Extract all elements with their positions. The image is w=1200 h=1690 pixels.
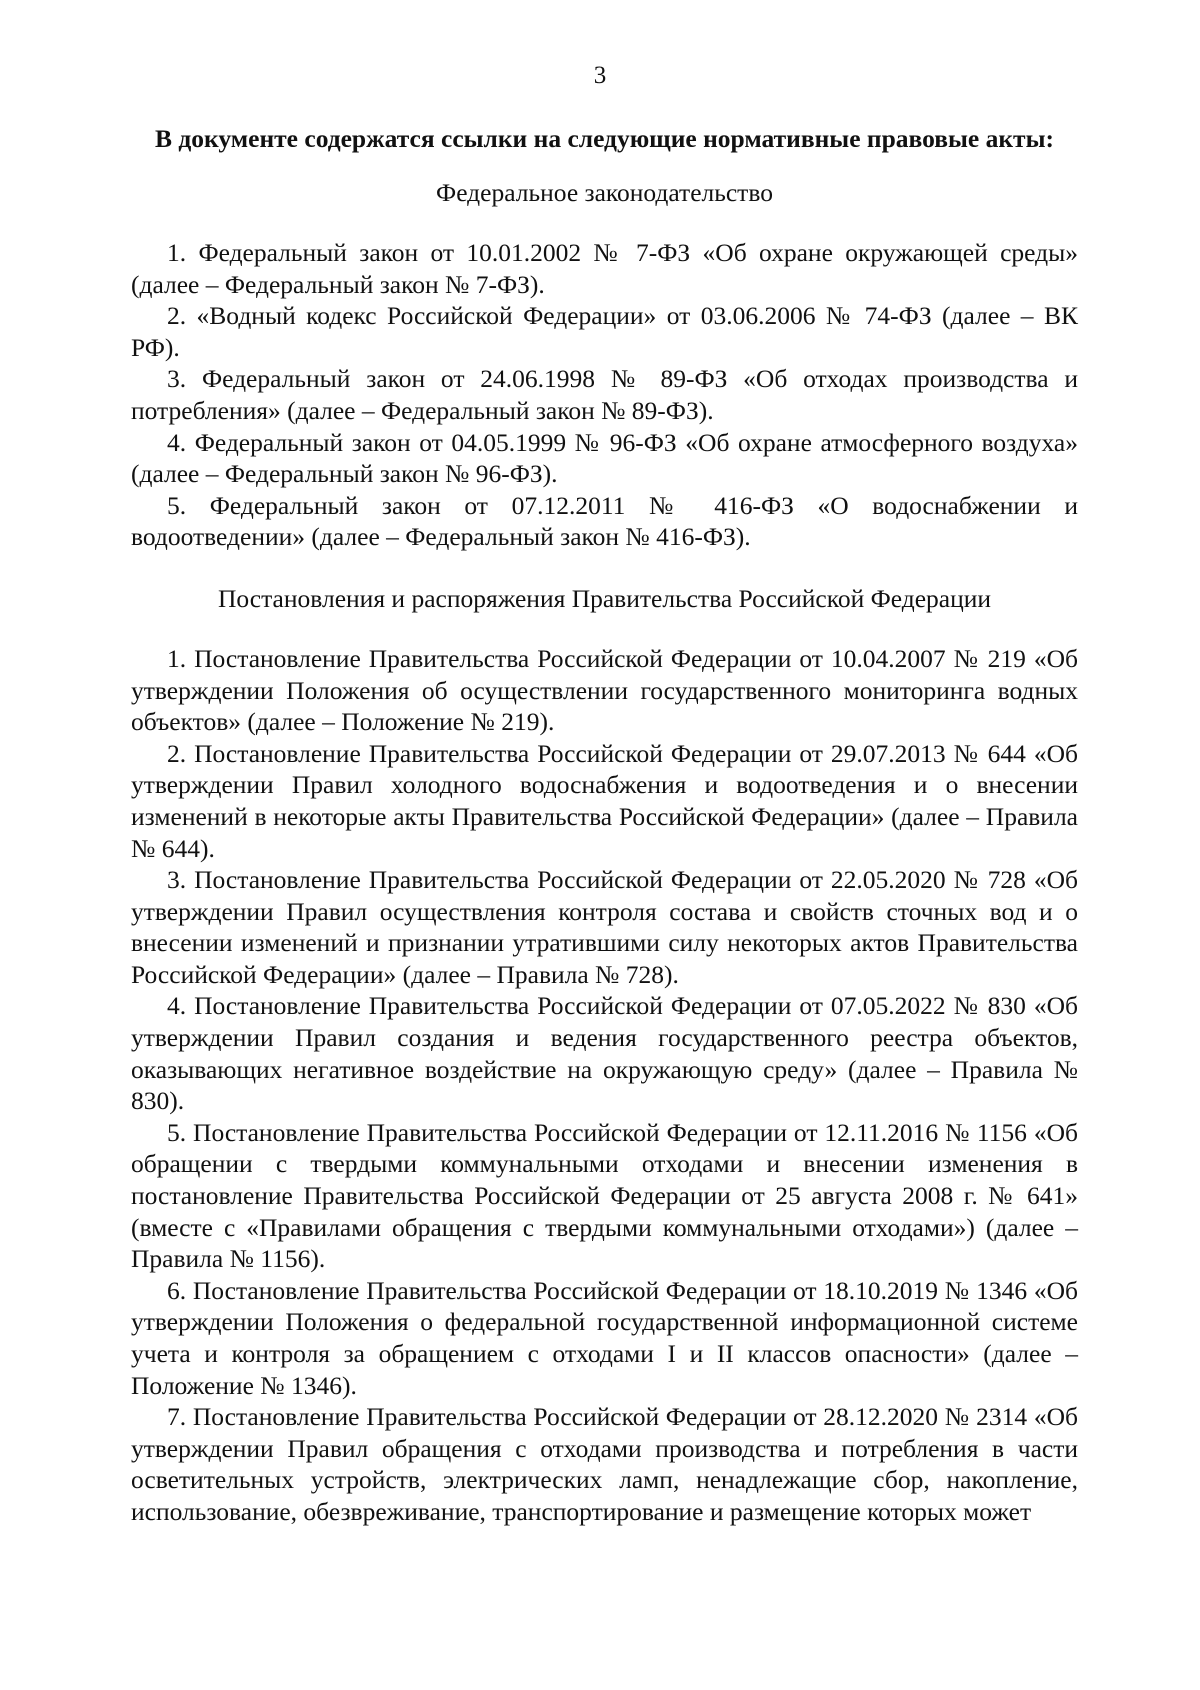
law-item: 1. Федеральный закон от 10.01.2002 № 7-ФЗ «Об охране окружающей среды» (далее – Федеральный закон № 7-ФЗ). — [131, 238, 1078, 299]
decree-item: 2. Постановление Правительства Российской Федерации от 29.07.2013 № 644 «Об утверждении Правил холодного водоснабжения и водоотведения и о внесении изменений в некоторые акты Правительства Российской Федерации» (далее – Правила № 644). — [131, 738, 1078, 863]
page-number: 3 — [593, 62, 607, 89]
decree-item: 4. Постановление Правительства Российской Федерации от 07.05.2022 № 830 «Об утверждении Правил создания и ведения государственного реестра объектов, оказывающих негативное воздействие на окружающую среду» (далее – Правила № 830). — [131, 991, 1078, 1116]
decree-item: 1. Постановление Правительства Российской Федерации от 10.04.2007 № 219 «Об утверждении Положения об осуществлении государственного мониторинга водных объектов» (далее – Положение № 219). — [131, 643, 1078, 737]
decree-item: 3. Постановление Правительства Российской Федерации от 22.05.2020 № 728 «Об утверждении Правил осуществления контроля состава и свойств сточных вод и о внесении изменений и признании утратившими силу некоторых актов Правительства Российской Федерации» (далее – Правила № 728). — [131, 865, 1078, 989]
decree-item: 6. Постановление Правительства Российской Федерации от 18.10.2019 № 1346 «Об утверждении Положения о федеральной государственной информационной системе учета и контроля за обращением с отходами I и II классов опасности» (далее – Положение № 1346). — [131, 1275, 1078, 1400]
decree-item: 5. Постановление Правительства Российской Федерации от 12.11.2016 № 1156 «Об обращении с твердыми коммунальными отходами и внесении изменения в постановление Правительства Российской Федерации от 25 августа 2008 г. № 641» (вместе с «Правилами обращения с твердыми коммунальными отходами») (далее – Правила № 1156). — [131, 1117, 1078, 1274]
law-item: 4. Федеральный закон от 04.05.1999 № 96-ФЗ «Об охране атмосферного воздуха» (далее – Федеральный закон № 96-ФЗ). — [131, 427, 1078, 489]
document-body — [131, 121, 1078, 1528]
decree-item: 7. Постановление Правительства Российской Федерации от 28.12.2020 № 2314 «Об утверждении Правил обращения с отходами производства и потребления в части осветительных устройств, электрических ламп, ненадлежащие сбор, накопление, использование, обезвреживание, транспортирование и размещение которых может — [131, 1402, 1078, 1526]
section-title-federal-law: Федеральное законодательство — [436, 178, 773, 207]
law-item: 3. Федеральный закон от 24.06.1998 № 89-ФЗ «Об отходах производства и потребления» (далее – Федеральный закон № 89-ФЗ). — [131, 364, 1078, 425]
document-heading: В документе содержатся ссылки на следующие нормативные правовые акты: — [155, 124, 1054, 153]
law-item: 2. «Водный кодекс Российской Федерации» от 03.06.2006 № 74-ФЗ (далее – ВК РФ). — [131, 301, 1078, 362]
law-item: 5. Федеральный закон от 07.12.2011 № 416-ФЗ «О водоснабжении и водоотведении» (далее – Федеральный закон № 416-ФЗ). — [131, 490, 1078, 552]
section-title-government-decrees: Постановления и распоряжения Правительства Российской Федерации — [217, 583, 992, 613]
